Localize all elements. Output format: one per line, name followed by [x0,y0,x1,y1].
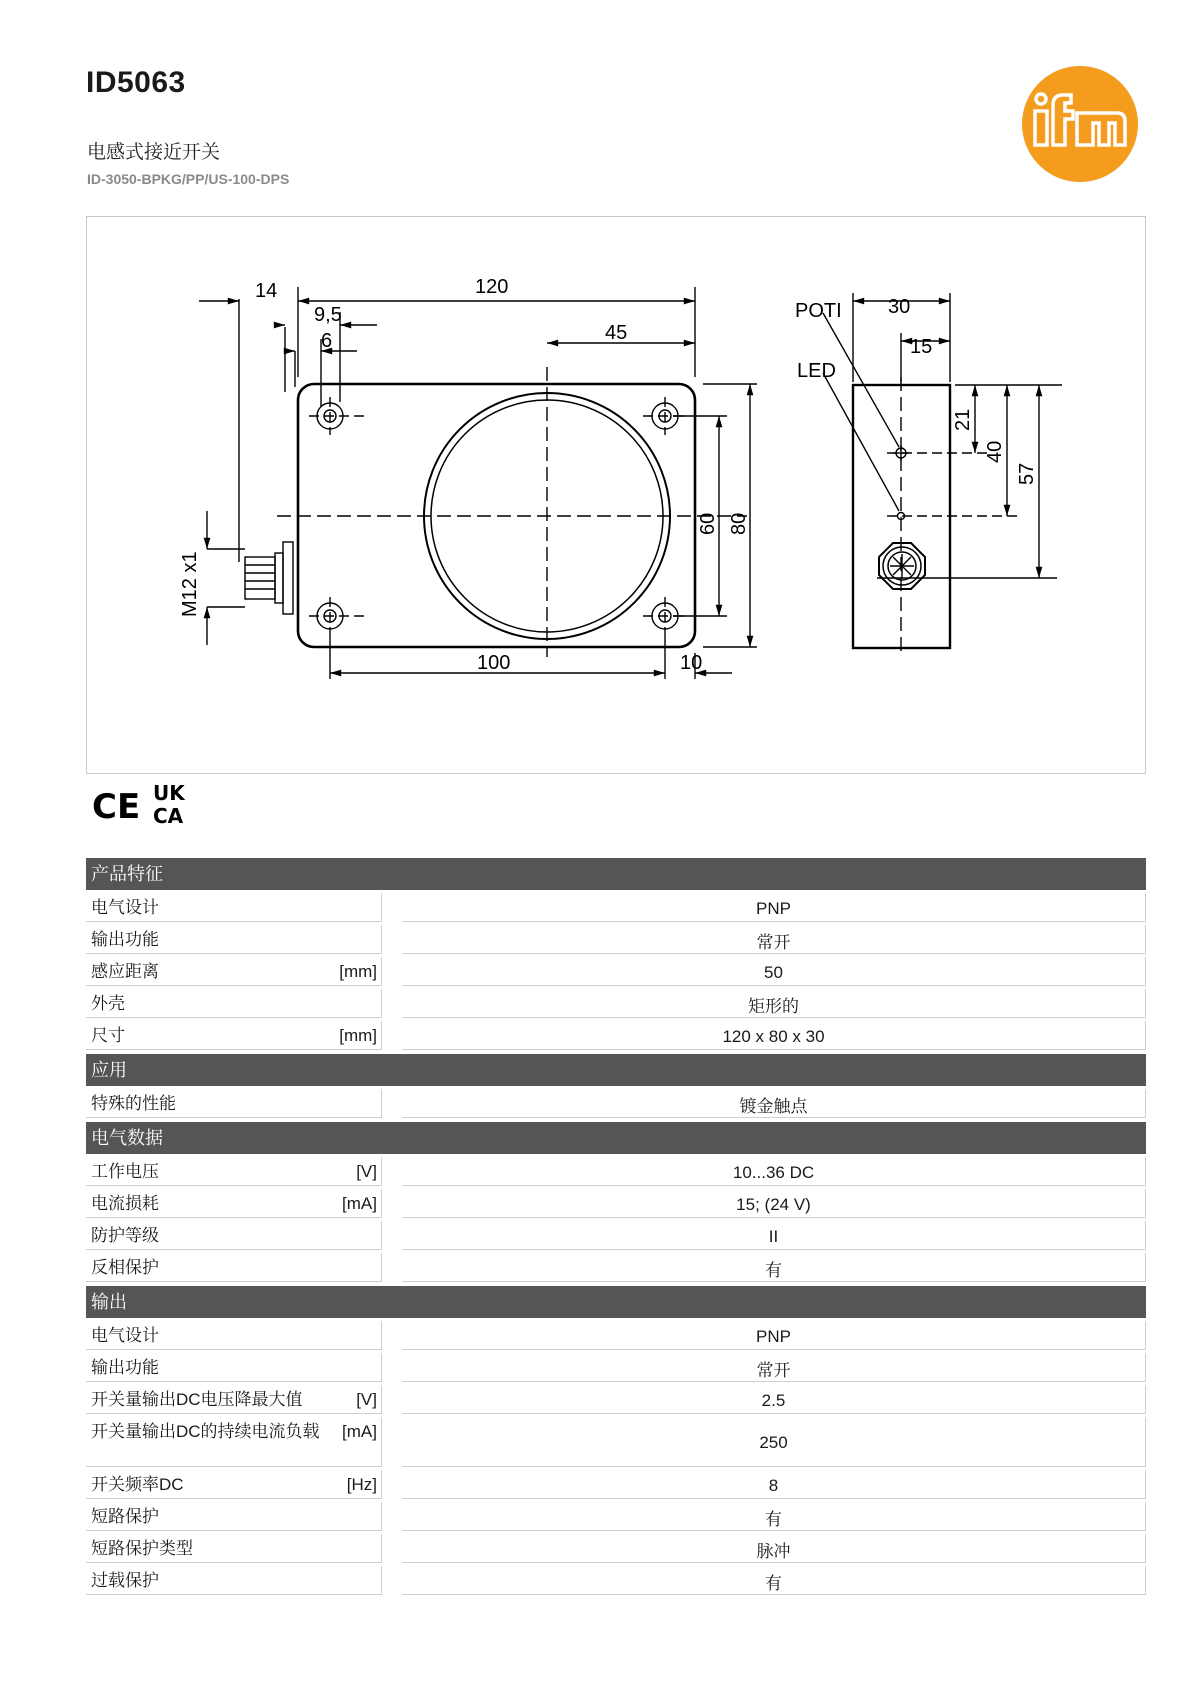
spec-label: 短路保护 [91,1507,159,1526]
spec-value: II [402,1221,1146,1250]
spec-label-cell [86,1353,382,1382]
spacer [382,1385,402,1414]
spacer [382,893,402,922]
spec-label: 防护等级 [91,1226,159,1245]
spacer [382,1417,402,1467]
spec-value: 有 [402,1566,1146,1595]
section-header: 输出 [86,1286,1146,1318]
spec-label: 电气设计 [91,1326,159,1345]
spec-label-cell [86,989,382,1018]
spec-unit: [Hz] [346,1475,377,1494]
spec-value: 有 [402,1253,1146,1282]
spec-label-cell [86,1417,382,1467]
spacer [382,1089,402,1118]
spec-label-cell [86,1089,382,1118]
spec-value: 15; (24 V) [402,1189,1146,1218]
spec-label: 外壳 [91,994,125,1013]
spec-label-cell [86,1157,382,1186]
spec-label-cell [86,1221,382,1250]
spec-row [86,893,1146,922]
spec-unit: [mm] [339,962,377,981]
spacer [382,1534,402,1563]
spec-label-cell [86,1385,382,1414]
spec-label-cell [86,1534,382,1563]
label-led: LED [797,360,836,382]
section-header: 电气数据 [86,1122,1146,1154]
spec-label: 特殊的性能 [91,1094,176,1113]
spec-row [86,1566,1146,1595]
spec-unit: [mA] [342,1422,377,1441]
spec-row [86,1089,1146,1118]
spec-row [86,1221,1146,1250]
spec-label: 反相保护 [91,1258,159,1277]
spec-label: 尺寸 [91,1026,125,1045]
dim-15: 15 [910,336,933,358]
spacer [382,957,402,986]
ce-mark: CE [92,787,141,827]
spec-value: 120 x 80 x 30 [402,1021,1146,1050]
spacer [382,1566,402,1595]
spec-value: 常开 [402,925,1146,954]
spec-value: 2.5 [402,1385,1146,1414]
spec-unit: [mA] [342,1194,377,1213]
dim-100: 100 [477,652,511,674]
spec-label: 短路保护类型 [91,1539,193,1558]
dim-80: 80 [728,512,750,535]
spec-row [86,957,1146,986]
spec-label: 工作电压 [91,1162,159,1181]
spec-value: 250 [402,1417,1146,1467]
dim-6: 6 [321,330,333,352]
dim-14: 14 [255,280,278,302]
dim-120: 120 [475,276,509,298]
dim-10: 10 [680,652,703,674]
spacer [382,1021,402,1050]
spacer [382,1157,402,1186]
spec-value: 有 [402,1502,1146,1531]
spacer [382,925,402,954]
spacer [382,1353,402,1382]
product-code: ID-3050-BPKG/PP/US-100-DPS [87,171,290,187]
spacer [382,989,402,1018]
spec-label: 感应距离 [91,962,159,981]
spec-value: 矩形的 [402,989,1146,1018]
spacer [382,1221,402,1250]
spec-label: 电流损耗 [91,1194,159,1213]
spec-value: 镀金触点 [402,1089,1146,1118]
spec-row [86,1253,1146,1282]
spec-label-cell [86,1470,382,1499]
dim-60: 60 [697,512,719,535]
spec-label: 开关量输出DC电压降最大值 [91,1390,303,1409]
spec-label-cell [86,1566,382,1595]
spec-label-cell [86,925,382,954]
spacer [382,1253,402,1282]
spec-row [86,925,1146,954]
spacer [382,1470,402,1499]
dim-57: 57 [1016,462,1038,485]
dim-40: 40 [984,440,1006,463]
spec-label-cell [86,1502,382,1531]
spec-unit: [mm] [339,1026,377,1045]
spec-row [86,1534,1146,1563]
spec-row [86,1470,1146,1499]
section-header: 应用 [86,1054,1146,1086]
dim-45: 45 [605,322,628,344]
specifications-table [86,858,1146,1595]
section-header: 产品特征 [86,858,1146,890]
product-subtitle: 电感式接近开关 [87,142,221,163]
spec-value: 8 [402,1470,1146,1499]
spec-label: 开关量输出DC的持续电流负载 [91,1422,320,1441]
spacer [382,1189,402,1218]
spec-label: 电气设计 [91,898,159,917]
spec-unit: [V] [356,1390,377,1409]
spec-value: 50 [402,957,1146,986]
spec-value: 常开 [402,1353,1146,1382]
spec-row [86,1189,1146,1218]
spec-label-cell [86,957,382,986]
dim-9-5: 9,5 [314,304,342,326]
ukca-mark-uk: UK [153,781,185,805]
spec-label: 过载保护 [91,1571,159,1590]
spacer [382,1321,402,1350]
spec-label-cell [86,1021,382,1050]
spec-row [86,1021,1146,1050]
spec-row [86,989,1146,1018]
spec-label-cell [86,1189,382,1218]
spec-row [86,1385,1146,1414]
spec-value: 10...36 DC [402,1157,1146,1186]
certification-marks [90,779,210,829]
dim-m12: M12 x1 [179,551,201,617]
spec-row [86,1417,1146,1467]
spec-label-cell [86,1253,382,1282]
spec-label-cell [86,893,382,922]
spec-label: 输出功能 [91,930,159,949]
dim-21: 21 [952,408,974,431]
spec-label-cell [86,1321,382,1350]
spec-unit: [V] [356,1162,377,1181]
ifm-logo [1021,65,1139,183]
spec-row [86,1502,1146,1531]
label-poti: POTI [795,300,842,322]
spec-row [86,1157,1146,1186]
dimension-drawing [86,216,1146,774]
spec-label: 输出功能 [91,1358,159,1377]
spec-row [86,1353,1146,1382]
product-title: ID5063 [86,66,186,99]
spec-value: 脉冲 [402,1534,1146,1563]
spacer [382,1502,402,1531]
spec-label: 开关频率DC [91,1475,184,1494]
dim-30: 30 [888,296,911,318]
spec-value: PNP [402,893,1146,922]
spec-row [86,1321,1146,1350]
ukca-mark-ca: CA [153,804,184,828]
spec-value: PNP [402,1321,1146,1350]
